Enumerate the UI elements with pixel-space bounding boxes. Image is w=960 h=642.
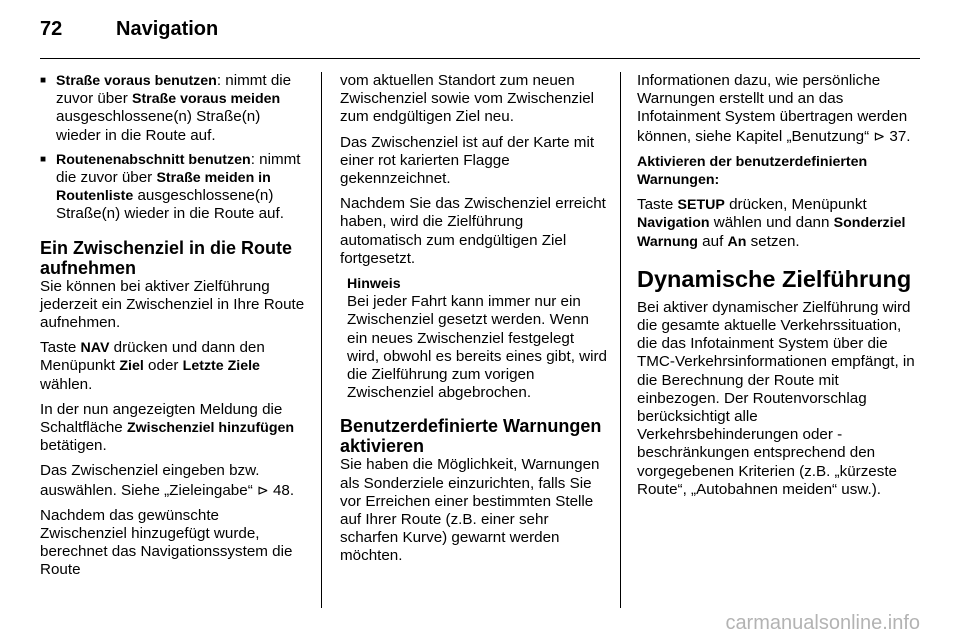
paragraph: Nachdem das gewünschte Zwischenziel hinzugefügt wurde, berechnet das Navigationssystem die Route: [40, 506, 293, 579]
bullet-term: Straße voraus benutzen: [56, 73, 217, 89]
page-title: Navigation: [116, 18, 219, 40]
text-part: Taste: [637, 196, 678, 214]
paragraph: [40, 339, 308, 394]
paragraph: Sie haben die Möglichkeit, Warnungen als Sonderziele einzurichten, falls Sie vor Erreichen einer bestimmten Stelle auf Ihrer Route (z.B. einer sehr scharfen Kurve) gewarnt werden möchten.: [340, 456, 600, 565]
sub-heading: Aktivieren der benutzerdefinierten Warnungen:: [637, 153, 868, 189]
bullet-text-part: ausgeschlossene(n) Straße(n) wieder in die Route auf.: [56, 108, 261, 144]
text-part: oder: [143, 357, 183, 375]
button-term: NAV: [80, 340, 110, 357]
bullet-text: [56, 72, 308, 145]
text-part: drücken und dann den Menüpunkt: [40, 339, 265, 375]
section-heading-large: Dynamische Zielführung: [637, 265, 912, 292]
paragraph: [40, 401, 308, 456]
text-part: Informationen dazu, wie persönliche Warnungen erstellt und an das Infotainment System übertragen werden können, siehe Kapitel „Benutzung“: [637, 72, 908, 145]
text-part: betätigen.: [40, 437, 107, 455]
bullet-item: [40, 151, 308, 224]
bullet-item: [40, 72, 308, 145]
page-header: [40, 18, 218, 50]
section-heading: Benutzerdefinierte Warnungen aktivieren: [340, 416, 602, 457]
paragraph: Das Zwischenziel ist auf der Karte mit einer rot karierten Flagge gekennzeichnet.: [340, 133, 595, 188]
note-title: Hinweis: [347, 276, 401, 293]
section-heading: Ein Zwischenziel in die Route aufnehmen: [40, 237, 293, 278]
column-3: [637, 72, 915, 506]
button-term: Zwischenziel hinzufügen: [126, 420, 295, 437]
text-part: auf: [697, 232, 728, 250]
page-number: 72: [40, 18, 63, 40]
text-part: In der nun angezeigten Meldung die Schaltfläche: [40, 400, 283, 437]
menu-term: Letzte Ziele: [182, 358, 260, 375]
text-part: Taste: [40, 339, 81, 357]
bullet-term: Routenenabschnitt benutzen: [56, 151, 251, 168]
paragraph: [40, 462, 308, 499]
menu-term: Ziel: [119, 358, 144, 375]
note-box: [340, 275, 608, 402]
page-ref-arrow-icon: ⊳: [256, 481, 269, 498]
text-part: .: [289, 481, 295, 499]
page-ref: 48: [272, 481, 290, 499]
bullet-square-icon: ■: [40, 153, 47, 165]
paragraph: vom aktuellen Standort zum neuen Zwischenziel sowie vom Zwischenziel zum endgültigen Ziel neu.: [340, 72, 595, 126]
text-part: wählen.: [40, 375, 93, 393]
menu-term: Navigation: [637, 215, 710, 232]
header-rule: [40, 58, 920, 59]
button-term: SETUP: [677, 197, 725, 214]
column-divider: [321, 72, 322, 608]
paragraph: Nachdem Sie das Zwischenziel erreicht haben, wird die Zielführung automatisch zum endgültigen Ziel fortgesetzt.: [340, 195, 606, 267]
paragraph: Bei aktiver dynamischer Zielführung wird die gesamte aktuelle Verkehrssituation, die das Infotainment System über die TMC-Verkehrsinformationen empfängt, in die Berechnung der Route mit einbezogen. Der Routenvorschlag berücksichtigt alle Verkehrsbehinderungen oder -beschränkungen entsprechend den vorgegebenen Kriterien (z.B. „kürzeste Route“, „Autobahnen meiden“ usw.).: [637, 298, 915, 498]
column-1: [40, 72, 308, 587]
text-part: .: [906, 127, 911, 145]
bullet-text-part: ausgeschlossene(n) Straße(n) wieder in die Route auf.: [56, 187, 284, 223]
text-part: Das Zwischenziel eingeben bzw. auswählen. Siehe „Zieleingabe“: [40, 462, 260, 499]
paragraph: [637, 196, 915, 251]
column-2: [340, 72, 608, 573]
page-ref: 37: [889, 127, 907, 145]
text-part: setzen.: [746, 232, 800, 250]
text-part: drücken, Menüpunkt: [724, 196, 867, 214]
page-ref-arrow-icon: ⊳: [873, 127, 886, 144]
bullet-text-part: : nimmt die zuvor über: [56, 72, 292, 108]
bullet-term: Straße voraus meiden: [131, 91, 281, 108]
text-part: wählen und dann: [709, 214, 834, 232]
bullet-text: [56, 151, 308, 224]
watermark: carmanualsonline.info: [725, 612, 920, 634]
bullet-text-part: : nimmt die zuvor über: [56, 150, 301, 187]
menu-term: Sonderziel Warnung: [637, 215, 906, 250]
bullet-square-icon: ■: [40, 75, 47, 86]
paragraph: Sie können bei aktiver Zielführung jederzeit ein Zwischenziel in Ihre Route aufnehmen.: [40, 277, 305, 332]
column-divider: [620, 72, 621, 608]
bullet-term: Straße meiden in Routenliste: [56, 170, 271, 205]
note-text: Bei jeder Fahrt kann immer nur ein Zwischenziel gesetzt werden. Wenn ein neues Zwischenziel festgelegt wird, obwohl es bereits eines gibt, wird die Zielführung zum vorigen Zwischenziel abgebrochen.: [347, 293, 607, 402]
paragraph: [637, 72, 915, 146]
menu-term: An: [727, 233, 747, 250]
